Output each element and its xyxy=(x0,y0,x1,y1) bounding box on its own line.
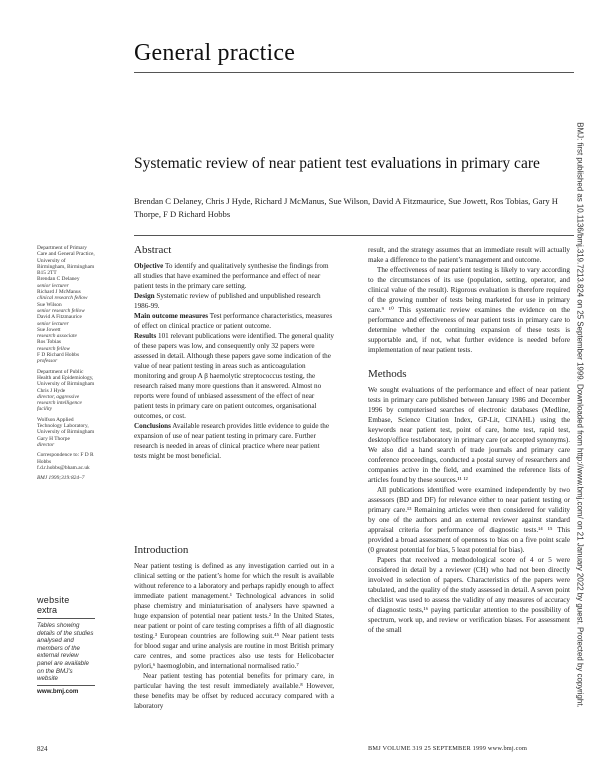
abstract-conclusions: Conclusions Available research provides little evidence to guide the expansion of use of near patient testing in primary care. Further research is needed in areas of clinical practice where near patient tests might be most beneficial. xyxy=(134,422,329,460)
affiliation: Department of Public Health and Epidemiology, University of Birmingham Chris J Hyde director, aggressive research intelligence facility xyxy=(37,368,95,413)
journal-footer: BMJ VOLUME 319 25 SEPTEMBER 1999 www.bmj.com xyxy=(368,745,528,752)
page-number: 824 xyxy=(37,745,48,753)
abstract xyxy=(134,245,334,461)
abstract-heading: Abstract xyxy=(134,244,172,256)
author-list: Brendan C Delaney, Chris J Hyde, Richard J McManus, Sue Wilson, David A Fitzmaurice, Sue Jowett, Ros Tobias, Gary H Thorpe, F D Richard Hobbs xyxy=(134,196,558,219)
introduction xyxy=(134,545,334,711)
website-extra-url[interactable]: www.bmj.com xyxy=(37,685,95,695)
paragraph: result, and the strategy assumes that an immediate result will actually make a difference to the patient’s management and outcome. xyxy=(368,246,570,264)
paragraph: Near patient testing is defined as any investigation carried out in a clinical setting or the patient’s home for which the result is available without reference to a laboratory and perhaps rapidly enough to affect immediate patient management.¹ Technological advances in solid phase chemistry and miniaturisation of analysers have spawned a huge expansion of potential near patient tests.² In the United States, near patient or point of care testing comprises a fifth of all diagnostic testing.³ European countries are following suit.⁴⁵ Near patient tests for blood sugar and urine analysis are routine in most British primary care centres, and some practices also use tests for Helicobacter pylori,⁶ haemoglobin, and international normalised ratio.⁷ xyxy=(134,562,334,670)
correspondence: Correspondence to: F D R Hobbs f.d.r.hobbs@bham.ac.uk xyxy=(37,452,94,471)
side-citation-note xyxy=(571,70,589,760)
title-divider xyxy=(134,235,574,236)
affiliation: Department of Primary Care and General Practice, University of Birmingham, Birmingham B15 2TT Brendan C Delaney senior lecturer Richard J McManus clinical research fellow Sue Wilson senior research fellow David A Fitzmaurice senior lecturer Sue Jowett research associate Ros Tobias research fellow F D Richard Hobbs professor xyxy=(37,245,95,365)
section-title: General practice xyxy=(134,40,296,66)
abstract-results: Results 101 relevant publications were identified. The general quality of these papers was low, and consequently only 32 papers were assessed in detail. Although these papers gave some indication of the value of near patient testing in areas such as anticoagulation monitoring and group A β haemolytic streptococcus testing, the research raised many more questions than it answered. Almost no reports were found of unbiased assessment of the effect of near patient tests in primary care on patient outcomes, organisational outcomes, or cost. xyxy=(134,332,334,420)
paragraph: Near patient testing has potential benefits for primary care, in particular having the test result immediately available.⁸ However, these benefits may be offset by reduced accuracy compared with a laboratory xyxy=(134,672,334,710)
abstract-outcome: Main outcome measures Test performance characteristics, measures of effect on clinical practice or patient outcome. xyxy=(134,312,333,330)
website-extra-text: Tables showing details of the studies analysed and members of the external review panel are available on the BMJ’s website xyxy=(37,622,94,683)
abstract-design: Design Systematic review of published and unpublished research 1986-99. xyxy=(134,292,321,310)
right-column xyxy=(368,245,570,635)
top-divider xyxy=(134,72,574,73)
paragraph: The effectiveness of near patient testing is likely to vary according to the circumstances of its use (population, setting, operator, and clinical value of the result). Rigorous evaluation is therefore required of the growing number of tests being marketed for use in primary care.⁹ ¹⁰ This systematic review examines the evidence on the performance and effectiveness of near patient tests in primary care to determine whether the continuing expansion of these tests is supportable and, if not, what further evidence is needed before implementation of near patient tests. xyxy=(368,266,570,354)
paragraph: All publications identified were examined independently by two assessors (BD and DF) for relevance either to near patient testing or primary care.¹³ Remaining articles were then considered for validity by one of the authors and an external reviewer against standard appraisal criteria for performance of diagnostic tests.¹⁴ ¹⁵ This provided a broad assessment of openness to bias on a five point scale (0 greatest potential for bias, 5 least potential for bias). xyxy=(368,486,570,554)
article-title: Systematic review of near patient test evaluations in primary care xyxy=(134,155,540,172)
paragraph: Papers that received a methodological score of 4 or 5 were considered in detail by a reviewer (CH) who had not been directly involved in selection of papers. Characteristics of the papers were tabulated, and the quality of the study assessed in detail. A seven point checklist was used to assess the validity of any measures of accuracy of diagnostic tests,¹⁶ paying particular attention to the possibility of spectrum, work up, and review or verification biases. For assessment of the small xyxy=(368,556,570,634)
affiliations xyxy=(37,245,95,485)
citation: BMJ 1999;319:824–7 xyxy=(37,475,85,482)
website-extra-subtitle: extra xyxy=(37,605,95,619)
website-extra-box xyxy=(37,595,95,695)
abstract-objective: Objective To identify and qualitatively synthesise the findings from all studies that have examined the performance and effect of near patient tests in the primary care setting. xyxy=(134,262,329,290)
methods-heading: Methods xyxy=(368,368,407,380)
affiliation: Wolfson Applied Technology Laboratory, University of Birmingham Gary H Thorpe director xyxy=(37,416,95,448)
side-citation-text: BMJ: first published as 10.1136/bmj.319.7213.824 on 25 September 1999. Downloaded from http://www.bmj.com/ on 21 January 2022 by guest. Protected by copyright. xyxy=(575,122,585,708)
website-extra-title: website xyxy=(37,595,70,605)
paragraph: We sought evaluations of the performance and effect of near patient tests in primary care published between January 1986 and December 1996 by computerised searches of electronic databases (Medline, Embase, Science Citation Index, GP-Lit, CINAHL) using the keywords near patient test, point of care, home test, rapid test, desktop/office test/laboratory in primary care (or accepted synonyms). We also did a hand search of trade journals and primary care conference proceedings, conducted a postal survey of researchers and companies active in the field, and examined the reference lists of articles found by these sources.¹¹ ¹² xyxy=(368,386,570,484)
introduction-heading: Introduction xyxy=(134,544,189,556)
